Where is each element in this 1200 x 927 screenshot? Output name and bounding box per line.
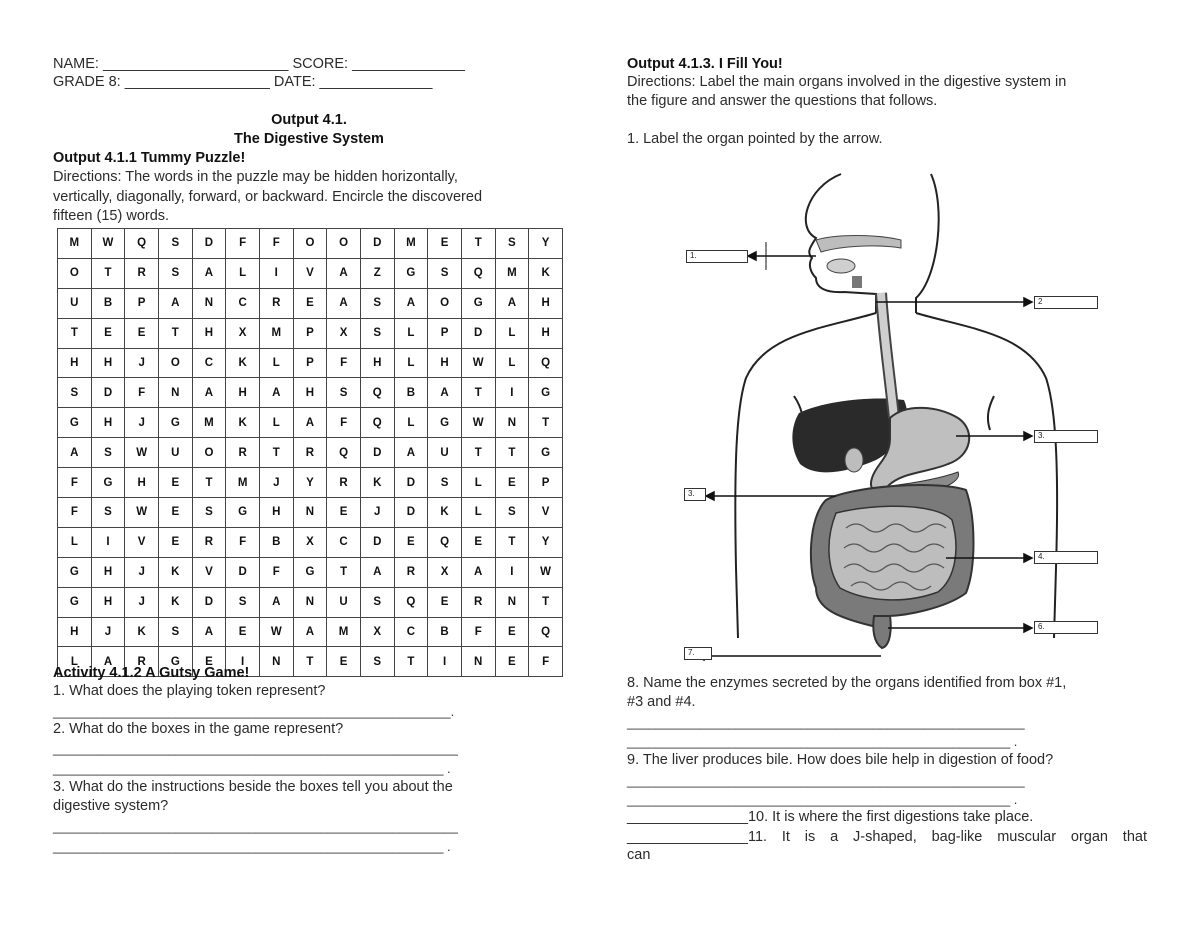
grid-letter[interactable]: U [158,438,192,468]
grid-letter[interactable]: F [461,617,495,647]
grid-letter[interactable]: F [226,527,260,557]
grid-letter[interactable]: A [495,288,529,318]
grid-letter[interactable]: G [529,378,563,408]
grid-letter[interactable]: F [259,229,293,259]
answer-line[interactable]: _______________________________________________________ [627,715,1025,730]
answer-line[interactable]: ______________________________________________________ . [53,839,451,854]
grid-letter[interactable]: K [226,348,260,378]
grid-row [58,258,563,288]
grid-letter[interactable]: E [495,468,529,498]
grid-letter[interactable]: L [461,468,495,498]
grid-letter[interactable]: Q [360,408,394,438]
label-box-2[interactable] [1034,296,1098,309]
answer-line[interactable]: _______________________________________________________. [53,704,455,719]
grid-letter[interactable]: H [259,498,293,528]
grid-letter[interactable]: A [58,438,92,468]
grid-row [58,498,563,528]
grid-letter[interactable]: A [394,438,428,468]
grid-letter[interactable]: G [293,557,327,587]
grid-letter[interactable]: E [158,527,192,557]
grid-letter[interactable]: U [327,587,361,617]
grid-letter[interactable]: E [428,229,462,259]
label-number: 2 [1038,297,1043,306]
grid-letter[interactable]: H [91,587,125,617]
grid-row [58,617,563,647]
grid-letter[interactable]: K [158,587,192,617]
grid-letter[interactable]: A [158,288,192,318]
grid-letter[interactable]: V [192,557,226,587]
grid-row [58,378,563,408]
grid-letter[interactable]: R [394,557,428,587]
grid-letter[interactable]: Q [529,348,563,378]
grid-letter[interactable]: M [259,318,293,348]
grid-letter[interactable]: H [91,557,125,587]
grid-letter[interactable]: M [226,468,260,498]
grid-letter[interactable]: N [158,378,192,408]
grid-letter[interactable]: W [125,438,159,468]
label-number: 3. [688,489,695,498]
grid-row [58,587,563,617]
grid-letter[interactable]: E [158,498,192,528]
grid-letter[interactable]: T [327,557,361,587]
fill-question-8: 8. Name the enzymes secreted by the organs identified from box #1, [627,675,1067,691]
grid-letter[interactable]: X [428,557,462,587]
fill-question-10 [627,808,1033,826]
grid-letter[interactable]: E [495,647,529,677]
grid-letter[interactable]: S [360,318,394,348]
grid-row [58,557,563,587]
grid-letter[interactable]: A [91,647,125,677]
grid-letter[interactable]: T [394,647,428,677]
grid-letter[interactable]: R [192,527,226,557]
answer-line[interactable]: _____________________________________________________ . [627,734,1018,749]
grid-letter[interactable]: H [360,348,394,378]
grid-letter[interactable]: O [58,258,92,288]
grid-letter[interactable]: L [259,408,293,438]
worksheet-title: Output 4.1. [271,112,347,128]
grid-letter[interactable]: T [495,438,529,468]
grid-letter[interactable]: J [259,468,293,498]
grid-letter[interactable]: A [192,378,226,408]
grid-letter[interactable]: S [158,617,192,647]
grid-letter[interactable]: S [58,378,92,408]
grid-letter[interactable]: A [360,557,394,587]
grid-letter[interactable]: I [428,647,462,677]
grid-letter[interactable]: P [125,288,159,318]
grid-letter[interactable]: S [158,229,192,259]
grid-letter[interactable]: M [394,229,428,259]
grid-letter[interactable]: L [394,318,428,348]
grid-letter[interactable]: N [495,408,529,438]
label-box-7[interactable] [684,647,712,660]
grid-letter[interactable]: L [394,348,428,378]
puzzle-directions-2: vertically, diagonally, forward, or backward. Encircle the discovered [53,189,483,205]
grid-row [58,408,563,438]
grid-letter[interactable]: V [529,498,563,528]
puzzle-heading: Output 4.1.1 Tummy Puzzle! [53,150,246,166]
grid-letter[interactable]: K [529,258,563,288]
grid-letter[interactable]: X [226,318,260,348]
grid-letter[interactable]: S [327,378,361,408]
label-box-5[interactable] [684,488,706,501]
grid-letter[interactable]: H [428,348,462,378]
answer-line[interactable]: _____________________________________________________ . [627,792,1018,807]
grid-letter[interactable]: A [428,378,462,408]
grid-letter[interactable]: B [91,288,125,318]
grid-letter[interactable]: A [394,288,428,318]
grid-letter[interactable]: B [259,527,293,557]
grid-letter[interactable]: E [91,318,125,348]
grid-letter[interactable]: Y [293,468,327,498]
activity-heading: Activity 4.1.2 A Gutsy Game! [53,665,250,681]
name-score-line: NAME: _______________________ SCORE: ______________ [53,56,465,72]
grid-letter[interactable]: X [293,527,327,557]
grid-letter[interactable]: A [192,617,226,647]
grid-letter[interactable]: N [259,647,293,677]
grid-letter[interactable]: S [91,498,125,528]
grid-letter[interactable]: P [428,318,462,348]
grid-letter[interactable]: F [58,468,92,498]
grid-letter[interactable]: D [192,587,226,617]
grid-letter[interactable]: D [394,468,428,498]
grid-letter[interactable]: E [327,647,361,677]
grid-letter[interactable]: T [58,318,92,348]
grid-letter[interactable]: L [461,498,495,528]
grid-letter[interactable]: G [158,408,192,438]
answer-line[interactable]: _______________________________________________________ [627,773,1025,788]
grid-letter[interactable]: N [495,587,529,617]
grid-letter[interactable]: O [158,348,192,378]
grid-letter[interactable]: A [259,378,293,408]
grid-letter[interactable]: Q [428,527,462,557]
label-box-6[interactable] [1034,621,1098,634]
grid-row [58,468,563,498]
grid-letter[interactable]: O [428,288,462,318]
label-number: 6. [1038,622,1045,631]
grid-letter[interactable]: O [192,438,226,468]
answer-blank[interactable]: _______________ [627,829,748,845]
grid-letter[interactable]: T [158,318,192,348]
grid-letter[interactable]: N [293,587,327,617]
grid-letter[interactable]: K [226,408,260,438]
grid-letter[interactable]: M [192,408,226,438]
fill-question-11 [627,828,1147,846]
grid-letter[interactable]: G [158,647,192,677]
answer-blank[interactable]: _______________ [627,809,748,825]
grid-letter[interactable]: D [461,318,495,348]
grid-letter[interactable]: G [58,557,92,587]
grid-letter[interactable]: L [58,647,92,677]
puzzle-directions-3: fifteen (15) words. [53,208,170,224]
grid-letter[interactable]: L [259,348,293,378]
grid-letter[interactable]: V [125,527,159,557]
grid-letter[interactable]: H [192,318,226,348]
grid-letter[interactable]: W [259,617,293,647]
grid-letter[interactable]: A [293,408,327,438]
grid-letter[interactable]: Q [394,587,428,617]
grid-letter[interactable]: P [529,468,563,498]
grid-letter[interactable]: K [428,498,462,528]
grid-letter[interactable]: Q [529,617,563,647]
grid-letter[interactable]: V [293,258,327,288]
grid-letter[interactable]: H [91,408,125,438]
grid-letter[interactable]: S [158,258,192,288]
grid-letter[interactable]: R [259,288,293,318]
grid-letter[interactable]: W [91,229,125,259]
grid-letter[interactable]: C [394,617,428,647]
grid-letter[interactable]: F [529,647,563,677]
grid-letter[interactable]: Q [360,378,394,408]
grid-letter[interactable]: L [495,348,529,378]
grid-letter[interactable]: M [327,617,361,647]
word-search-grid [57,228,563,677]
grid-letter[interactable]: R [125,258,159,288]
grid-letter[interactable]: P [293,348,327,378]
grid-row [58,527,563,557]
grid-letter[interactable]: K [360,468,394,498]
grid-letter[interactable]: K [125,617,159,647]
activity-question-3: 3. What do the instructions beside the boxes tell you about the [53,779,453,795]
grid-letter[interactable]: U [428,438,462,468]
grid-letter[interactable]: A [293,617,327,647]
fill-question-8-cont: #3 and #4. [627,694,696,710]
grid-letter[interactable]: G [461,288,495,318]
grid-letter[interactable]: L [495,318,529,348]
fill-directions-2: the figure and answer the questions that follows. [627,93,938,109]
grid-letter[interactable]: T [192,468,226,498]
grid-letter[interactable]: D [360,229,394,259]
grid-letter[interactable]: A [192,258,226,288]
grid-letter[interactable]: T [529,408,563,438]
grid-letter[interactable]: L [394,408,428,438]
grid-letter[interactable]: L [58,527,92,557]
grid-row [58,438,563,468]
grid-letter[interactable]: Z [360,258,394,288]
grid-letter[interactable]: E [428,587,462,617]
grid-letter[interactable]: J [125,348,159,378]
grid-letter[interactable]: W [461,408,495,438]
grid-letter[interactable]: N [192,288,226,318]
grid-letter[interactable]: Q [327,438,361,468]
grid-letter[interactable]: T [461,378,495,408]
grid-letter[interactable]: E [158,468,192,498]
grid-letter[interactable]: H [58,348,92,378]
grid-letter[interactable]: G [428,408,462,438]
grid-letter[interactable]: H [293,378,327,408]
grid-letter[interactable]: E [293,288,327,318]
grid-letter[interactable]: R [327,468,361,498]
grid-letter[interactable]: I [91,527,125,557]
grid-letter[interactable]: G [58,587,92,617]
grid-letter[interactable]: H [125,468,159,498]
grid-letter[interactable]: F [259,557,293,587]
grid-letter[interactable]: C [327,527,361,557]
grid-letter[interactable]: Q [125,229,159,259]
grid-letter[interactable]: F [327,408,361,438]
fill-question-9: 9. The liver produces bile. How does bile help in digestion of food? [627,752,1054,768]
grid-letter[interactable]: F [125,378,159,408]
grid-letter[interactable]: T [461,438,495,468]
activity-question-3-cont: digestive system? [53,798,169,814]
grid-letter[interactable]: G [91,468,125,498]
grid-letter[interactable]: D [360,527,394,557]
grid-letter[interactable]: E [327,498,361,528]
grid-letter[interactable]: H [529,318,563,348]
grid-letter[interactable]: Q [461,258,495,288]
fill-question-11-cont: can [627,847,651,863]
grid-letter[interactable]: A [259,587,293,617]
grid-letter[interactable]: E [461,527,495,557]
grid-letter[interactable]: K [158,557,192,587]
grid-letter[interactable]: S [226,587,260,617]
answer-line[interactable]: ________________________________________________________ [53,741,458,756]
grid-letter[interactable]: S [360,647,394,677]
grid-letter[interactable]: A [461,557,495,587]
grid-letter[interactable]: T [495,527,529,557]
label-number: 3. [1038,431,1045,440]
grid-letter[interactable]: O [293,229,327,259]
grid-letter[interactable]: E [192,647,226,677]
label-number: 4. [1038,552,1045,561]
puzzle-directions-1: Directions: The words in the puzzle may be hidden horizontally, [53,169,458,185]
grid-letter[interactable]: O [327,229,361,259]
grid-letter[interactable]: I [495,378,529,408]
answer-line[interactable]: ______________________________________________________ . [53,761,451,776]
label-box-1[interactable] [686,250,748,263]
grid-letter[interactable]: H [529,288,563,318]
grid-letter[interactable]: E [125,318,159,348]
grid-letter[interactable]: T [259,438,293,468]
answer-line[interactable]: ________________________________________________________ [53,819,458,834]
grid-letter[interactable]: E [226,617,260,647]
grid-letter[interactable]: H [58,617,92,647]
grid-letter[interactable]: I [226,647,260,677]
grid-letter[interactable]: B [428,617,462,647]
grid-letter[interactable]: W [461,348,495,378]
grid-letter[interactable]: J [360,498,394,528]
grid-letter[interactable]: S [91,438,125,468]
grid-letter[interactable]: R [226,438,260,468]
grid-letter[interactable]: X [327,318,361,348]
grid-letter[interactable]: S [360,587,394,617]
grid-letter[interactable]: P [293,318,327,348]
grid-letter[interactable]: J [125,587,159,617]
digestive-system-figure [676,168,1116,668]
worksheet-subtitle: The Digestive System [234,131,384,147]
grid-letter[interactable]: S [192,498,226,528]
grade-date-line: GRADE 8: __________________ DATE: ______________ [53,74,433,90]
grid-letter[interactable]: G [529,438,563,468]
grid-letter[interactable]: S [428,468,462,498]
grid-letter[interactable]: D [360,438,394,468]
grid-letter[interactable]: Y [529,527,563,557]
grid-letter[interactable]: S [495,229,529,259]
grid-letter[interactable]: S [428,258,462,288]
grid-letter[interactable]: G [226,498,260,528]
grid-row [58,229,563,259]
grid-letter[interactable]: Y [529,229,563,259]
grid-letter[interactable]: H [91,348,125,378]
grid-letter[interactable]: E [394,527,428,557]
grid-letter[interactable]: F [226,229,260,259]
fill-heading: Output 4.1.3. I Fill You! [627,56,783,72]
grid-letter[interactable]: N [293,498,327,528]
label-box-3[interactable] [1034,430,1098,443]
grid-letter[interactable]: W [125,498,159,528]
fill-question-1: 1. Label the organ pointed by the arrow. [627,131,883,147]
grid-letter[interactable]: D [91,378,125,408]
grid-letter[interactable]: A [327,288,361,318]
grid-letter[interactable]: A [327,258,361,288]
grid-letter[interactable]: D [226,557,260,587]
label-number: 1. [690,251,697,260]
grid-letter[interactable]: T [461,229,495,259]
activity-question-1: 1. What does the playing token represent? [53,683,326,699]
label-box-4[interactable] [1034,551,1098,564]
grid-letter[interactable]: T [91,258,125,288]
grid-letter[interactable]: G [58,408,92,438]
grid-letter[interactable]: R [293,438,327,468]
grid-letter[interactable]: J [125,408,159,438]
grid-letter[interactable]: F [58,498,92,528]
grid-letter[interactable]: J [125,557,159,587]
grid-row [58,318,563,348]
question-10-text: 10. It is where the first digestions take place. [747,809,1034,825]
grid-row [58,348,563,378]
grid-letter[interactable]: C [192,348,226,378]
activity-question-2: 2. What do the boxes in the game represent? [53,721,344,737]
grid-letter[interactable]: T [529,587,563,617]
grid-letter[interactable]: C [226,288,260,318]
grid-letter[interactable]: M [58,229,92,259]
grid-letter[interactable]: J [91,617,125,647]
grid-letter[interactable]: G [394,258,428,288]
grid-letter[interactable]: F [327,348,361,378]
grid-letter[interactable]: I [259,258,293,288]
grid-letter[interactable]: M [495,258,529,288]
grid-letter[interactable]: R [125,647,159,677]
grid-letter[interactable]: R [461,587,495,617]
grid-letter[interactable]: S [360,288,394,318]
label-number: 7. [688,648,695,657]
grid-letter[interactable]: D [192,229,226,259]
grid-letter[interactable]: D [394,498,428,528]
fill-directions-1: Directions: Label the main organs involved in the digestive system in [627,74,1067,90]
grid-letter[interactable]: X [360,617,394,647]
grid-letter[interactable]: S [495,498,529,528]
grid-letter[interactable]: I [495,557,529,587]
grid-letter[interactable]: E [495,617,529,647]
grid-letter[interactable]: H [226,378,260,408]
grid-row [58,288,563,318]
grid-letter[interactable]: T [293,647,327,677]
grid-letter[interactable]: U [58,288,92,318]
grid-letter[interactable]: L [226,258,260,288]
grid-letter[interactable]: N [461,647,495,677]
grid-letter[interactable]: W [529,557,563,587]
question-11-text: 11. It is a J-shaped, bag-like muscular organ that [747,829,1147,845]
grid-letter[interactable]: B [394,378,428,408]
